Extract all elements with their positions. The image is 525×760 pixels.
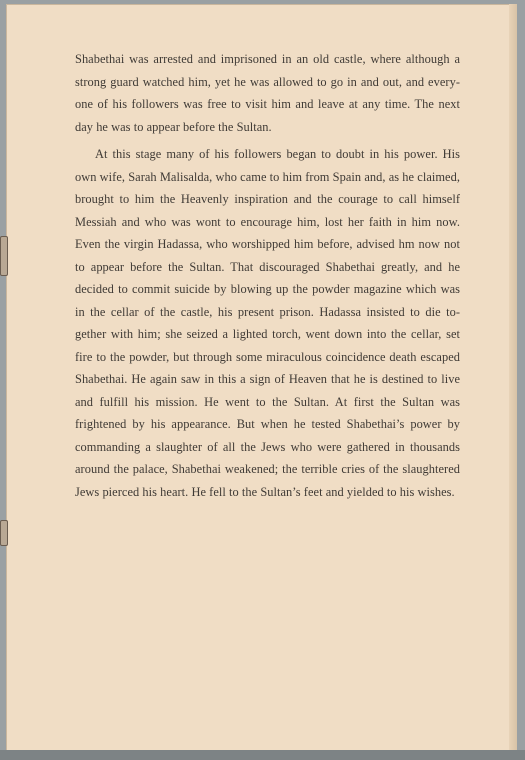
paragraph-1: Shabethai was arrested and imprisoned in an old castle, where although a strong guard watched him, yet he was allowed to go in and out, and every-one of his followers was free to visit him and leave at any time. The next day he was to appear before the Sultan. (75, 52, 460, 134)
binding-clip-bottom (0, 520, 8, 546)
document-page (6, 4, 517, 752)
scanner-background (0, 750, 525, 760)
binding-clip-top (0, 236, 8, 276)
page-edge (509, 4, 517, 752)
paragraph-2: At this stage many of his followers began to doubt in his power. His own wife, Sarah Malisalda, who came to him from Spain and, as he claimed, brought to him the Heavenly inspiration and the courage to call himself Messiah and who was wont to encourage him, lost her faith in him now. Even the virgin Hadassa, who worshipped him before, advised hm now not to appear before the Sultan. That discouraged Shabethai greatly, and he decided to commit suicide by blowing up the powder magazine which was in the cellar of the castle, his present prison. Hadassa insisted to die to-gether with him; she seized a lighted torch, went down into the cellar, set fire to the powder, but through some miraculous coincidence death escaped Shabethai. He again saw in this a sign of Heaven that he is destined to live and fulfill his mission. He went to the Sultan. At first the Sultan was frightened by his appearance. But when he tested Shabethai’s power by commanding a slaughter of all the Jews who were gathered in thousands around the palace, Shabethai weakened; the terrible cries of the slaughtered Jews pierced his heart. He fell to the Sultan’s feet and yielded to his wishes. (75, 147, 460, 499)
body-text (75, 48, 460, 503)
